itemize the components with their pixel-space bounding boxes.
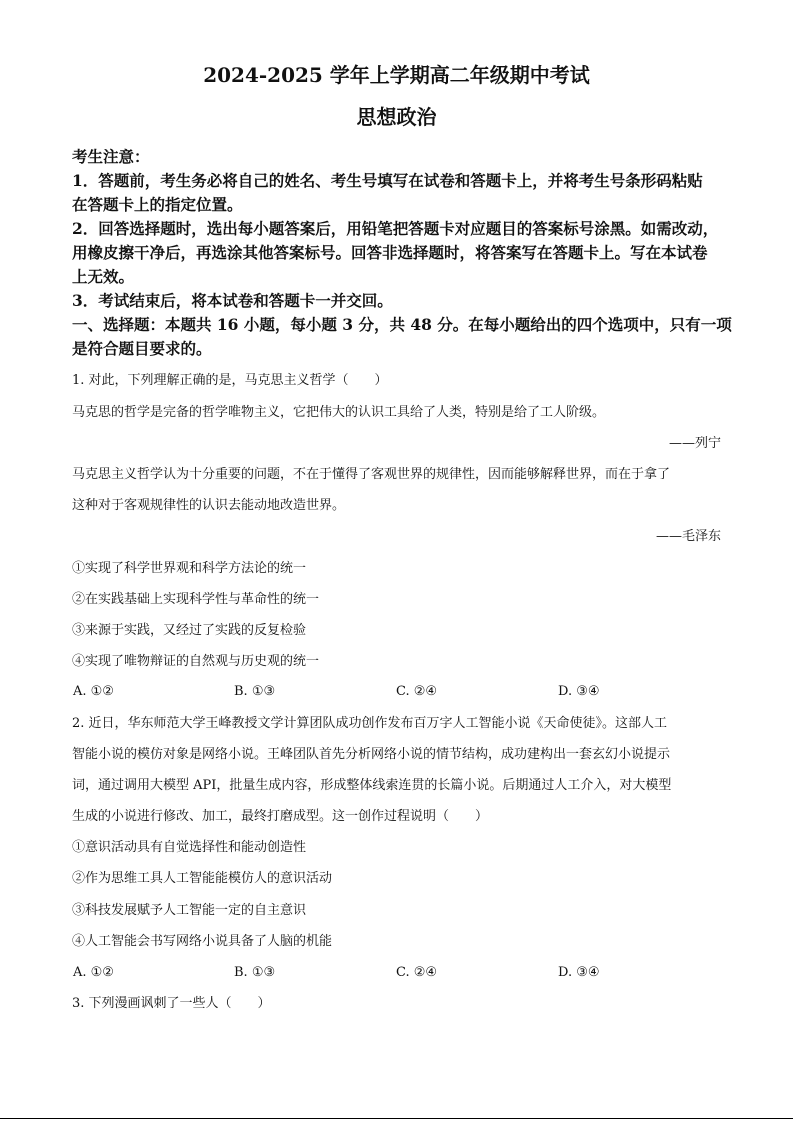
q2-choice-b: B. ①③ <box>234 965 276 980</box>
q2-stem-line-1: 2. 近日，华东师范大学王峰教授文学计算团队成功创作发布百万字人工智能小说《天命使徒》。这部人工 <box>72 716 668 731</box>
notice-item-3: 3．考试结束后，将本试卷和答题卡一并交回。 <box>72 291 393 310</box>
q2-option-2: ②作为思维工具人工智能能模仿人的意识活动 <box>72 871 333 886</box>
q1-source-1: ——列宁 <box>668 436 721 451</box>
q2-option-4: ④人工智能会书写网络小说具备了人脑的机能 <box>72 934 333 949</box>
q1-choice-b: B. ①③ <box>234 684 276 699</box>
notice-item-1-line-2: 在答题卡上的指定位置。 <box>72 195 243 214</box>
q2-choice-d: D. ③④ <box>558 965 600 980</box>
subject-title: 思想政治 <box>356 105 437 129</box>
q1-option-3: ③来源于实践，又经过了实践的反复检验 <box>72 623 307 638</box>
q1-option-4: ④实现了唯物辩证的自然观与历史观的统一 <box>72 654 320 669</box>
q2-stem-line-4: 生成的小说进行修改、加工，最终打磨成型。这一创作过程说明（ ） <box>72 809 489 824</box>
q1-source-2: ——毛泽东 <box>655 529 721 544</box>
q2-choice-a: A. ①② <box>73 965 114 980</box>
notice-item-1-line-1: 1．答题前，考生务必将自己的姓名、考生号填写在试卷和答题卡上，并将考生号条形码粘贴 <box>72 171 703 190</box>
notice-block <box>72 145 732 361</box>
q1-option-2: ②在实践基础上实现科学性与革命性的统一 <box>72 592 320 607</box>
q3-stem: 3. 下列漫画讽刺了一些人（ ） <box>72 996 271 1011</box>
section-heading-line-1: 一、选择题：本题共 16 小题，每小题 3 分，共 48 分。在每小题给出的四个选项中，只有一项 <box>72 315 732 334</box>
q2-stem-line-2: 智能小说的模仿对象是网络小说。王峰团队首先分析网络小说的情节结构，成功建构出一套玄幻小说提示 <box>72 747 671 762</box>
q2-stem-line-3: 词，通过调用大模型 API，批量生成内容，形成整体线索连贯的长篇小说。后期通过人工介入，对大模型 <box>72 778 672 793</box>
q1-choice-c: C. ②④ <box>396 684 438 699</box>
q1-quote-2-line-1: 马克思主义哲学认为十分重要的问题，不在于懂得了客观世界的规律性，因而能够解释世界，而在于拿了 <box>72 467 671 482</box>
q2-option-1: ①意识活动具有自觉选择性和能动创造性 <box>72 840 307 855</box>
q1-quote-2-line-2: 这种对于客观规律性的认识去能动地改造世界。 <box>72 498 346 513</box>
notice-item-2-line-3: 上无效。 <box>72 267 135 286</box>
q1-option-1: ①实现了科学世界观和科学方法论的统一 <box>72 561 307 576</box>
q2-option-3: ③科技发展赋予人工智能一定的自主意识 <box>72 903 307 918</box>
q1-stem: 1. 对此，下列理解正确的是，马克思主义哲学（ ） <box>72 373 388 388</box>
notice-item-2-line-1: 2．回答选择题时，选出每小题答案后，用铅笔把答题卡对应题目的答案标号涂黑。如需改动， <box>72 219 719 238</box>
q1-quote-1: 马克思的哲学是完备的哲学唯物主义，它把伟大的认识工具给了人类，特别是给了工人阶级。 <box>72 405 606 420</box>
q1-choice-a: A. ①② <box>73 684 114 699</box>
q1-choice-d: D. ③④ <box>558 684 600 699</box>
section-heading-line-2: 是符合题目要求的。 <box>72 339 212 358</box>
q2-choice-c: C. ②④ <box>396 965 438 980</box>
notice-heading: 考生注意： <box>72 147 150 166</box>
exam-title: 2024-2025 学年上学期高二年级期中考试 <box>203 63 590 87</box>
page-bottom-rule <box>0 1118 793 1119</box>
notice-item-2-line-2: 用橡皮擦干净后，再选涂其他答案标号。回答非选择题时，将答案写在答题卡上。写在本试卷 <box>72 243 708 262</box>
